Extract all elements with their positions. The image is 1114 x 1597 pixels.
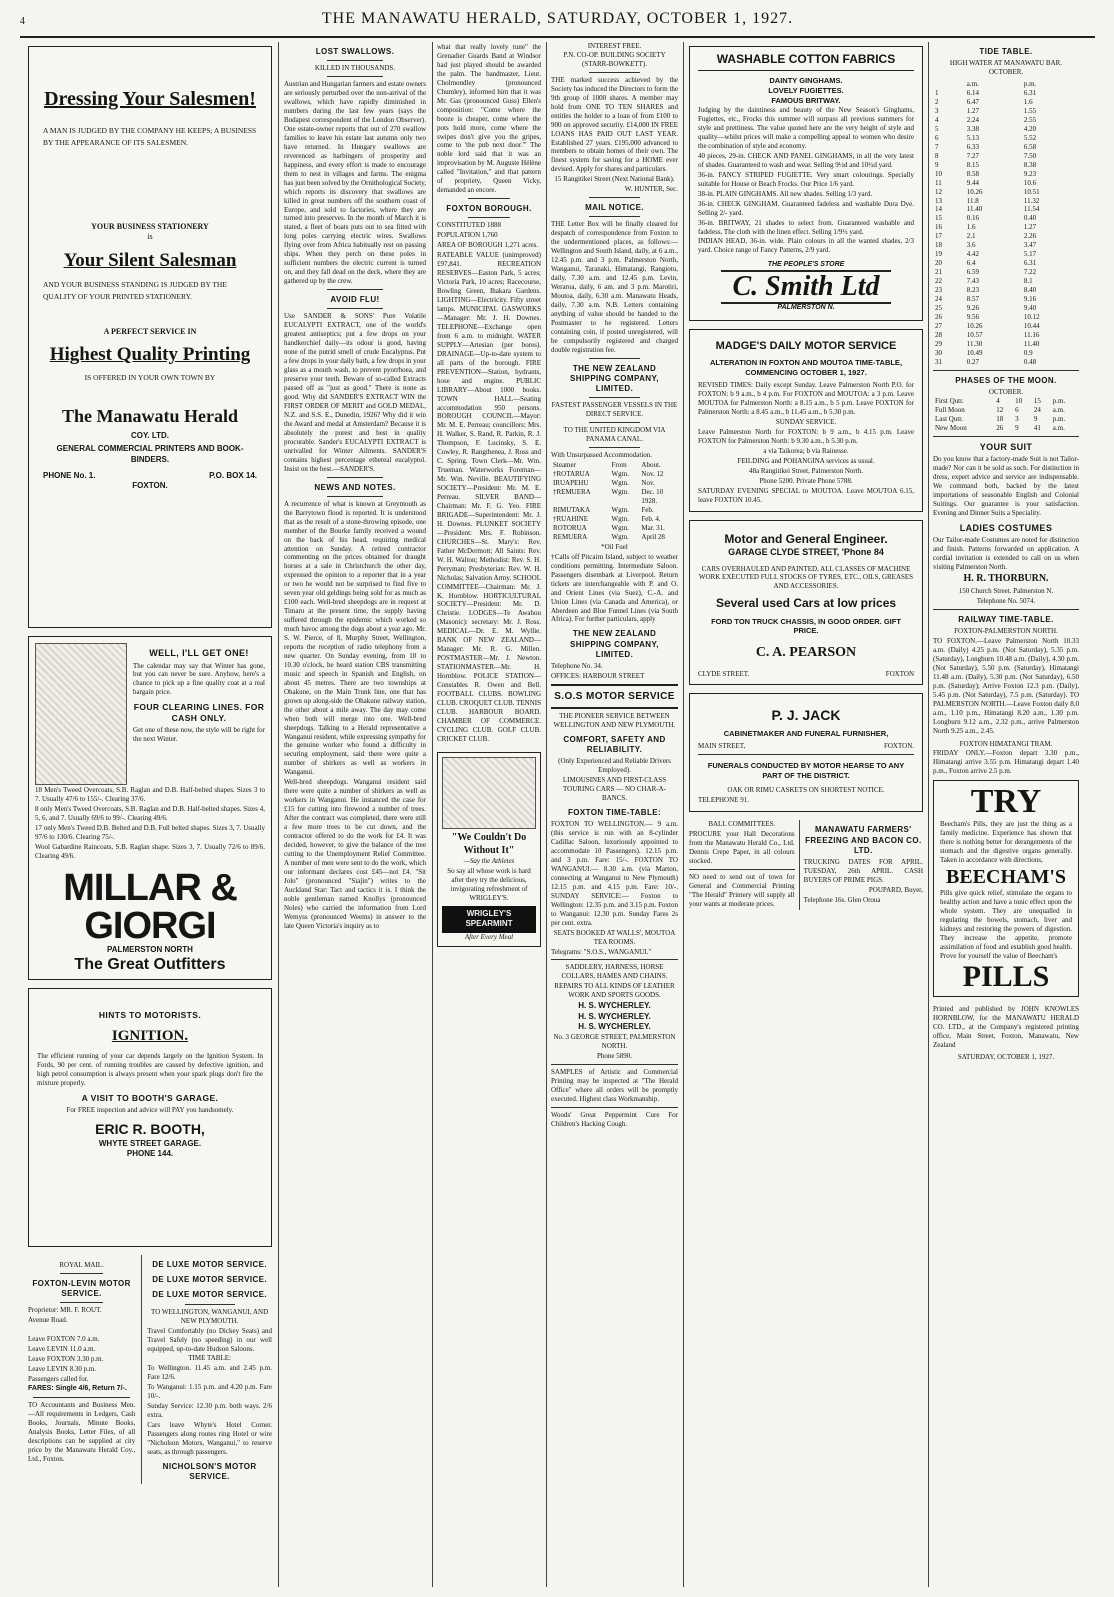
- suit-title: YOUR SUIT: [979, 441, 1033, 452]
- newspaper-title: THE MANAWATU HERALD, SATURDAY, OCTOBER 1, 1927.: [321, 10, 794, 27]
- dainty-ginghams: DAINTY GINGHAMS.: [769, 76, 843, 86]
- madge-motor-ad: [689, 329, 923, 512]
- motor-garage: GARAGE CLYDE STREET, 'Phone 84: [728, 547, 884, 558]
- column-4: [689, 42, 923, 1587]
- wycherley-address: No. 3 GEORGE STREET, PALMERSTON NORTH.: [553, 1033, 676, 1050]
- news-continued: Well-bred sheepdogs. Wanganui resident said there were quite a number of shirkers as well as workers in Wanganui. He instanced the case for £15 for cutting into firewood a number of trees. After the contract was completed, there were still a few more trees to be cut down, and the contractor offered to do the work for £4. It was decided, however, to give the balance of the tree cutting to the Unemployment Relief Committee. A number of men were sent to do the work, which our informant declares cost £45—not £4. "Sit Jolo" (pronounced "Siajin") writes to the Auckland Star: Tact and tactics it is. I think the noble gentleman named Knollys (pronounced Noles) who carried the information from Lord Wemyss (pronounced Weems) in answer to the late Queen Victoria's inquiry as to: [284, 778, 426, 930]
- moon-title: PHASES OF THE MOON.: [955, 375, 1057, 385]
- coat-item: 17 only Men's Tweed D.B. Belted and D.B. Full belted shapes. Sizes 3, 7. Usually 97/6 to 130/6. Clearing 75/-.: [35, 823, 265, 841]
- jack-sub: CABINETMAKER AND FUNERAL FURNISHER,: [723, 728, 889, 738]
- salesmen-title: Dressing Your Salesmen!: [44, 88, 256, 110]
- moon-table: [933, 397, 1079, 433]
- tide-row: 31 0.27 0.48: [935, 357, 1037, 366]
- booth-garage: WHYTE STREET GARAGE.: [98, 1138, 202, 1148]
- ford-truck: FORD TON TRUCK CHASSIS, IN GOOD ORDER. GIFT PRICE.: [711, 616, 901, 636]
- oil-fuel: *Oil Fuel: [601, 542, 628, 551]
- ball-title: BALL COMMITTEES.: [708, 820, 776, 829]
- borough-constituted: CONSTITUTED 1888: [437, 221, 501, 230]
- table-row: †ROTARUA Wgtn. Nov. 12: [553, 470, 664, 479]
- table-row: REMUERA Wgtn. April 28: [553, 532, 665, 541]
- pearson-town: FOXTON: [885, 669, 914, 678]
- ball-body: PROCURE your Hall Decorations from the Manawatu Herald Co., Ltd. Dennis Crepe Paper, in all colours stocked.: [689, 830, 795, 866]
- madge-address: 48a Rangitikei Street, Palmerston North.: [749, 466, 863, 475]
- beecham-logo: BEECHAM'S: [945, 866, 1067, 889]
- wycherley-head: SADDLERY, HARNESS, HORSE COLLARS, HAMES AND CHAINS.: [561, 963, 668, 981]
- accountants-notice: TO Accountants and Business Men. —All requirements in Ledgers, Cash Books, Journals, Minute Books, Analysis Books, Letter Files, of all descriptions can be supplied at city price by the Manawatu Herald Coy., Ltd., Foxton.: [28, 1401, 136, 1463]
- beecham-body: Beecham's Pills, they are just the thing as a family medicine. Experience has shown that there is nothing better for derangements of the stomach and the digestive organs generally. Taken in accordance with directions,: [940, 820, 1072, 865]
- news-title: NEWS AND NOTES.: [314, 482, 396, 492]
- wycherley-phone: Phone 5890.: [597, 1051, 632, 1060]
- stationery-line: YOUR BUSINESS STATIONERY: [91, 222, 209, 232]
- tide-row: 26 9.56 10.12: [935, 312, 1040, 321]
- tide-row: 1 6.14 6.31: [935, 89, 1037, 98]
- thorburn-address: 150 Church Street. Palmerston N.: [958, 586, 1054, 595]
- fabric-item: 38-in. PLAIN GINGHAMS. All new shades. Selling 1/3 yard.: [698, 189, 873, 198]
- tide-row: 6 5.13 5.52: [935, 133, 1037, 142]
- thorburn-telephone: Telephone No. 5074.: [976, 596, 1036, 605]
- deluxe-cars-leave: Cars leave Whyte's Hotel Corner. Passengers along routes ring Hotel or wire "Nicholson Motors, Wanganui," to reserve seats, as through passengers.: [147, 1421, 272, 1456]
- wycherley-name: H. S. WYCHERLEY.: [578, 1021, 651, 1031]
- moon-row: Full Moon 12 6 24 a.m.: [935, 405, 1065, 414]
- pnco-head: INTEREST FREE.: [587, 42, 642, 50]
- woods-cure: Woods' Great Peppermint Cure For Children's Hacking Cough.: [551, 1110, 678, 1128]
- tide-row: 27 10.26 10.44: [935, 321, 1040, 330]
- borough-body: RATEABLE VALUE (unimproved) £97,841. RECREATION RESERVES—Easton Park, 5 acres; Victoria Park, 10 acres; Racecourse, Bowling Green, Ihakara Gardens. LIGHTING—Electricity. Fifty street lamps. MUNICIPAL GASWORKS—Manager: Mr. J. H. Downes. TELEPHONE—Exchange open from 6 a.m. to midnight. WATER SUPPLY—Artesian (per bores). DRAINAGE—Up-to-date system to all parts of the borough. FIRE PREVENTION—Station, hydrants, hose and engine. PUBLIC LIBRARY—About 1000 books. TOWN HALL—Seating accommodation 950 persons. BOROUGH COUNCIL—Mayor: Mr. M. E. Perreau; councillors: Mrs. H. Walker, S. Rand, R. Parkin, R. J. Thompson, F. Lucinsky, S. E. Cowley, R. Rangihenea, J. Ross and C. Spring. Town Clerk—Mr. Wm. Trueman. Waterworks Foreman—Mr. Wm. Neville. BEAUTIFYING SOCIETY—President: Mr. M. E. Perreau. SILVER BAND—Chairman: Mr. F. G. Yeo. FIRE BRIGADE—Superintendent: Mr. J. H. Downes. PLUNKET SOCIETY—President: Mrs. F. Robinson. CHURCHES—St. Mary's: Rev. Father McDermott; All Saints: Rev. W. H. Walton; Methodist: Rev. S. H. Perryman; Presbyterian: Rev. W. H. Nicholas; Salvation Army. SCHOOL COMMITTEE—Chairman: Mr. J. K. Hornblow. HORTICULTURAL SOCIETY—President: Mr. D. Christie. LODGES—Te Awahou (Masonic): secretary: Mr. J. Ross. MEDICAL—Dr. E. M. Wyllie. BANK OF NEW ZEALAND—Manager: Mr. R. G. Millen. POSTMASTER—Mr. J. Newton. STATIONMASTER—Mr. H. Hornblow. POLICE STATION—Constables R. Owen and Bell. FOOTBALL CLUBS. BOWLING CLUB. CROQUET CLUB. TENNIS CLUB. HARBOUR BOARD. CHAMBER OF COMMERCE. CYCLING CLUB. GOLF CLUB. CRICKET CLUB.: [437, 251, 541, 743]
- fabric-item: INDIAN HEAD, 36-in. wide. Plain colours in all the wanted shades, 2/3 yard. Choice range of Fancy Patterns, 2/9 yard.: [698, 237, 914, 255]
- ships-table: [551, 461, 678, 542]
- herald-pobox: P.O. BOX 14.: [209, 470, 257, 480]
- column-3: [551, 42, 678, 1587]
- nz-shipping-notes: †Calls off Pitcairn Island, subject to weather conditions permitting. Intermediate Saloon. Passengers disembark at Liverpool. Return tickets are interchangeable with P. and O. and Orient Lines (via Suez), C.-A. and Union Lines (via Canada and America), or Aberdeen and Blue Funnel Lines (via South Africa). For further particulars, apply: [551, 552, 678, 624]
- tram-body: FRIDAY ONLY.—Foxton depart 3.30 p.m., Himatangi arrive 3.55 p.m. Himatangi depart 1.40 p.m., Foxton arrive 2.5 p.m.: [933, 749, 1079, 776]
- tide-row: 13 11.8 11.32: [935, 196, 1040, 205]
- athletes-illustration: [442, 757, 536, 829]
- sos-comfort: COMFORT, SAFETY AND RELIABILITY.: [563, 734, 666, 754]
- deluxe-time: To Wellington. 11.45 a.m. and 2.45 p.m. Fare 12/6.: [147, 1364, 272, 1382]
- moon-row: First Qutr. 4 10 15 p.m.: [935, 396, 1066, 405]
- motor-body: CARS OVERHAULED AND PAINTED, ALL CLASSES OF MACHINE WORK EXECUTED FULL STOCKS OF TYRES, ETC., OILS, GREASES AND ACCESSORIES.: [698, 564, 914, 591]
- tide-row: 21 6.59 7.22: [935, 268, 1037, 277]
- silent-salesman-title: Your Silent Salesman: [63, 249, 237, 271]
- beecham-ad: [933, 780, 1079, 996]
- pnco-address: 15 Rangitikei Street (Next National Bank).: [554, 175, 675, 184]
- swallows-body: Austrian and Hungarian farmers and estate owners are seriously perturbed over the non-arrival of the swallows, which have rapidly diminished in numbers during the last few years (says the Budapest correspondent of the London Observer). One estate-owner reports that out of 270 swallow families to leave his estate last autumn only two have returned. In Hungary swallows are reverenced as harbingers of prosperity and happiness, and every effort is made to encourage them to nest in villages and farms. The enigma has just been solved by the Ornithological Society, which reports its discovery that swallows are killed in great numbers off the southern coast of Europe, and sold to factories, where they are turned into preserves. In the month of March it is stated, a fleet of boats puts out to sea fitted with long poles carrying electric wires. Swallows flying over from Africa habitually rest on passing ships. When they perch on these poles in sufficient numbers the electric current is turned on, and they fall dead on the deck, where they are gathered up by the crew.: [284, 80, 426, 286]
- railway-body: TO FOXTON.—Leave Palmerston North 10.33 a.m. (Daily) 4.25 p.m. (Not Saturday), 5.35 p.m. (Saturday), Longburn 10.48 a.m. (Daily), 4.30 p.m. (Not Saturday), 5.50 p.m. (Saturday), Himatangi 11.48 a.m. (Daily), 5.30 p.m. (Not Saturday), 6.50 p.m. (Saturday); Arrive Foxton 12.3 p.m. (Daily), 5.45 p.m. (Not Saturday), 7.5 p.m. (Saturday). TO PALMERSTON NORTH.—Leave Foxton daily 8.0 a.m., 1.10 p.m., Himatangi 8.20 a.m., 1.30 p.m. Longburn 9.12 a.m., 2.32 p.m., arrive Palmerston North 9.25 a.m., 2.45.: [933, 637, 1079, 735]
- visit-booth: A VISIT TO BOOTH'S GARAGE.: [81, 1092, 219, 1103]
- nz-shipping-office: OFFICES: HARBOUR STREET: [551, 672, 645, 681]
- pnco-body: THE marked success achieved by the Society has induced the Directors to form the 9th group of 1000 shares. A member may hold from ONE TO TEN SHARES and entitles the holder to a loan of from £100 to 900 on approved security. £14,000 IN FREE LOANS HAS PAID OUT LAST YEAR. Established 27 years. £195,000 advanced to members to obtain homes of their own. The finest system for saving for a HOME ever devised. Apply for shares and particulars.: [551, 75, 678, 174]
- man-reading-illustration: [35, 643, 127, 785]
- fabric-item: 36-in. FANCY STRIPED FUGIETTE. Very smart colourings. Specially suitable for House or Beach Frocks. Our Price 1/6 yard.: [698, 170, 914, 188]
- borough-area: AREA OF BOROUGH 1,271 acres.: [437, 241, 539, 250]
- beecham-try: TRY: [970, 783, 1042, 821]
- ladies-title: LADIES COSTUMES: [959, 522, 1053, 533]
- beecham-body-2: Pills give quick relief, stimulate the organs to healthy action and have a tonic effect upon the whole system. They are unequalled in regulating the bowels, stomach, liver and kidneys and restoring the powers of digestion. They increase the appetite, promote assimilation of food and establish good health. Prove for yourself the value of Beecham's: [940, 889, 1072, 960]
- avoid-flu-title: AVOID FLU!: [330, 295, 380, 305]
- tide-row: 14 11.40 11.54: [935, 205, 1040, 214]
- washable-body: Judging by the daintiness and beauty of the New Season's Ginghams, Fugiettes, etc., Frocks this summer will surpass all previous summers for style and prettiness. The value quoted here are the very height of style and quality—whilst prices will make a compelling appeal to women who desire the combination of style and economy.: [698, 106, 914, 150]
- column-2: [284, 42, 426, 1587]
- column-rule: [278, 42, 279, 1587]
- jack-ad: [689, 693, 923, 813]
- tide-row: 20 6.4 6.31: [935, 259, 1037, 268]
- tide-row: 22 7.43 8.1: [935, 277, 1033, 286]
- tram-title: FOXTON HIMATANGI TRAM.: [959, 739, 1053, 748]
- wycherley-name: H. S. WYCHERLEY.: [578, 1011, 651, 1021]
- jack-name: P. J. JACK: [771, 706, 841, 723]
- tide-title: TIDE TABLE.: [979, 47, 1033, 56]
- silent-salesman-body: AND YOUR BUSINESS STANDING IS JUDGED BY THE QUALITY OF YOUR PRINTED STATIONERY.: [43, 279, 227, 301]
- deluxe-title: DE LUXE MOTOR SERVICE.: [152, 1275, 267, 1285]
- peoples-store: THE PEOPLE'S STORE: [767, 261, 845, 269]
- booth-garage-ad: [28, 988, 272, 1247]
- table-row: Steamer From About.: [553, 461, 661, 470]
- moon-row: New Moon 26 9 41 a.m.: [935, 423, 1065, 432]
- herald-coy: COY. LTD.: [130, 431, 170, 441]
- perfect-service: A PERFECT SERVICE IN: [103, 326, 197, 336]
- column-rule: [683, 42, 684, 1587]
- news-body: A recurrence of what is known at Greymouth as the Barrytown flood is reported. It is understood that as the result of a stone-throwing episode, one member of the Bourke family received a wound on the back of his head, requiring medical attention on Sunday. A retired contractor commenting on the prices obtained for draught horses at a sale in Christchurch the other day, expressed the opinion to a reporter that in a year or two he would not be surprised to find five to seven year old geldings being sold for as much as £100 each. Well-bred sheepdogs are in request at Timaru at the present time, the supply having suffered through the epidemic which worked so much havoc among the dogs about a year ago. Mr. S. W. Pierce, of 8, Murphy Street, Wellington, reports the reception of radio telephony from a new quarter. On Sunday evening, from 10 to 10.30 o'clock, he heard station CBS transmitting music and speech in Spanish and English, on about 45 metres. There are two townships at Ohakune, on the Main Trunk line, one that has grown up along-side the Ohakune railway station, the other about a mile away. The day may come when both will merge into one. Well-bred sheepdogs. Talking to a Herald representative a Wanganui resident, while expressing sympathy for the genuine worker who found a difficulty in securing employment, said there were quite a number of shirkers as well as workers in Wanganui.: [284, 499, 426, 777]
- borough-population: POPULATION 1,760: [437, 231, 498, 240]
- clearing-lines: FOUR CLEARING LINES. FOR CASH ONLY.: [133, 702, 265, 724]
- famous-britway: FAMOUS BRITWAY.: [771, 95, 841, 105]
- sos-body: FOXTON TO WELLINGTON.— 9 a.m. (this service is run with an 8-cylinder Cadillac Saloon, luxuriously appointed to accommodate 10 Passengers). 12.15 p.m. and 3 p.m. Fare: 15/-. FOXTON TO WANGANUI.— 8.30 a.m. (via Marton, connecting at Wanganui to New Plymouth) 12.15 p.m. and 4.15 p.m. Fare: 10/-. SUNDAY SERVICE:— Foxton to Wellington: 12.35 p.m. and 3.15 p.m. Foxton to Wanganui: 12.30 p.m. Sunday Fares 2s per cent. extra.: [551, 820, 678, 927]
- couldnt-do-without: "We Couldn't Do Without It": [451, 831, 527, 856]
- smith-place: PALMERSTON N.: [777, 303, 835, 311]
- passengers-called: Passengers called for.: [28, 1375, 89, 1384]
- levin-time: Leave FOXTON 7.0 a.m.: [28, 1335, 100, 1344]
- sos-title: S.O.S MOTOR SERVICE: [554, 691, 675, 703]
- tide-row: 5 3.38 4.20: [935, 124, 1037, 133]
- pearson-name: C. A. PEARSON: [755, 644, 857, 660]
- tide-row: 19 4.42 5.17: [935, 250, 1037, 259]
- wrigley-pack: WRIGLEY'S SPEARMINT: [442, 906, 536, 932]
- railway-title: RAILWAY TIME-TABLE.: [958, 614, 1054, 624]
- tide-row: 28 10.57 11.16: [935, 330, 1040, 339]
- railway-sub: FOXTON-PALMERSTON NORTH.: [954, 627, 1058, 636]
- booth-phone: PHONE 144.: [126, 1148, 174, 1158]
- jack-telephone: TELEPHONE 91.: [698, 796, 749, 805]
- tide-row: 25 9.26 9.40: [935, 303, 1037, 312]
- tide-row: 23 8.23 8.40: [935, 286, 1037, 295]
- tide-row: 17 2.1 2.26: [935, 232, 1037, 241]
- column-borough: [437, 42, 541, 1587]
- table-row: †RUAHINE Wgtn. Feb. 4.: [553, 514, 661, 523]
- millar-place: PALMERSTON NORTH: [107, 944, 193, 954]
- tide-row: 18 3.6 3.47: [935, 241, 1037, 250]
- table-row: 1928.: [641, 497, 658, 506]
- column-rule: [432, 42, 433, 1587]
- printing-title: Highest Quality Printing: [49, 344, 251, 366]
- madge-title: MADGE'S DAILY MOTOR SERVICE: [715, 339, 897, 352]
- stationery-is: is: [147, 232, 153, 242]
- madge-phone: Phone 5200. Private Phone 5788.: [759, 476, 853, 485]
- levin-time: Leave LEVIN 11.0 a.m.: [28, 1345, 96, 1354]
- suit-body: Do you know that a factory-made Suit is not Tailor-made? Nor can it be sold as such. For distinction in dress, expert advice and service are indispensable. We command both, backed by the latest importations of seasonable English and Colonial Suitings. Our guarantee is your satisfaction. Evening and Dinner Suits a Speciality.: [933, 455, 1079, 517]
- swallows-subtitle: KILLED IN THOUSANDS.: [314, 64, 396, 73]
- wycherley-name: H. S. WYCHERLEY.: [578, 1001, 651, 1011]
- freezing-title: MANAWATU FARMERS' FREEZING AND BACON CO. LTD.: [805, 825, 922, 855]
- deluxe-timetable: TIME TABLE:: [188, 1354, 231, 1363]
- to-wellington: TO WELLINGTON, WANGANUI, AND NEW PLYMOUTH.: [151, 1307, 269, 1325]
- table-row: IRUAPEHU Wgtn. Nov.: [553, 479, 655, 488]
- imprint: Printed and published by JOHN KNOWLES HORNBLOW, for the MANAWATU HERALD CO. LTD., at the Company's registered printing office, Main Street, Foxton, Manawatu, New Zealand: [933, 1004, 1079, 1049]
- column-rule: [546, 42, 547, 1587]
- deluxe-time: To Wanganui: 1.15 p.m. and 4.20 p.m. Fare 10/-.: [147, 1383, 272, 1401]
- moon-row: Last Qutr. 18 3 9 p.m.: [935, 414, 1066, 423]
- after-every-meal: After Every Meal: [464, 932, 514, 941]
- smith-washable-ad: [689, 46, 923, 321]
- used-cars: Several used Cars at low prices: [715, 596, 897, 611]
- hints-title: HINTS TO MOTORISTS.: [98, 1010, 202, 1020]
- foxton-levin-ad: [28, 1255, 135, 1484]
- nicholson-title: NICHOLSON'S MOTOR SERVICE.: [162, 1461, 257, 1482]
- madge-sunday: SUNDAY SERVICE.: [775, 418, 837, 427]
- column-1: [28, 42, 272, 1587]
- avenue-road: Avenue Road.: [28, 1316, 68, 1325]
- column-rule: [928, 42, 929, 1587]
- coat-item: 8 only Men's Tweed Overcoats, S.B. Raglan and D.B. Half-belted shapes. Sizes 4, 5, 6, and 7. Usually 69/6 to 99/-. Clearing 49/6.: [35, 804, 265, 822]
- levin-time: Leave FOXTON 3.30 p.m.: [28, 1355, 104, 1364]
- coat-item: 18 Men's Tweed Overcoats, S.B. Raglan and D.B. Half-belted shapes. Sizes 3 to 7. Usually 47/6 to 155/-. Clearing 37/6.: [35, 786, 265, 803]
- thorburn-name: H. R. THORBURN.: [963, 573, 1049, 585]
- mail-notice-body: THE Letter Box will be finally cleared for despatch of correspondence from Foxton to the undermentioned places, as follows:— Wellington and South Island, daily, at 6 a.m., 12.45 p.m. and 3 p.m. Palmerston North, Wanganui, Taranaki, Himatangi, Rangiotu, daily, 7.30 a.m. and 12.45 p.m. Levin, Weraroa, daily, 6 am. and 3 p.m. Marotiri, Moutoa, daily, 6.30 a.m. Manawatu Heads, daily, 7.30 a.m. N.B. Letters containing anything of value should be handed to the Postmaster to be registered. Letters containing coin, if posted unregistered, will be compulsorily registered and charged double registration fee.: [551, 220, 678, 354]
- booth-name: ERIC R. BOOTH,: [95, 1120, 205, 1137]
- freezing-body: TRUCKING DATES FOR APRIL. TUESDAY, 26th APRIL. CASH BUYERS OF PRIME PIGS.: [803, 858, 923, 884]
- motor-engineer-title: Motor and General Engineer.: [724, 531, 888, 546]
- deluxe-sunday: Sunday Service: 12.30 p.m. both ways. 2/6 extra.: [147, 1402, 272, 1420]
- footer-date: SATURDAY, OCTOBER 1, 1927.: [957, 1052, 1055, 1061]
- nz-shipping-to: TO THE UNITED KINGDOM VIA PANAMA CANAL.: [563, 426, 666, 444]
- sos-timetable: FOXTON TIME-TABLE:: [567, 807, 662, 817]
- madge-via: a via Taikorea; b via Rainesse.: [763, 446, 849, 455]
- nz-shipping-with: With Unsurpassed Accommodation.: [551, 451, 653, 460]
- tide-row: 2 6.47 1.6: [935, 98, 1033, 107]
- tide-row: 11 9.44 10.6: [935, 178, 1037, 187]
- wycherley-repairs: REPAIRS TO ALL KINDS OF LEATHER WORK AND SPORTS GOODS.: [554, 982, 675, 1000]
- washable-title: WASHABLE COTTON FABRICS: [698, 52, 914, 71]
- fabric-item: 40 pieces, 29-in. CHECK AND PANEL GINGHAMS, in all the very latest of shades. Guaranteed to wash and wear. Selling 9½d and 10½d yard.: [698, 151, 914, 169]
- say-athletes: —Say the Athletes: [463, 857, 515, 866]
- avoid-flu-body: Use SANDER & SONS' Pure Volatile EUCALYPTI EXTRACT, one of the world's greatest antiseptics; put a few drops on your handkerchief daily—its odour is good, having none of the putrid smell of crude Eucalyptus. Put a few drops in your daily bath, a few drops in your glass as a mouth wash, to prevent pyorrhoea, and preserve your teeth. Beware of so-called Extracts passed off as "just as good." There is none as good. Why did SANDER'S EXTRACT WIN the FIRST ORDER OF MERIT and GOLD MEDAL, N.Z. and S.S. E., Dunedin, 1926? Why did it win the Award and medal at Amsterdam? Because it is absolutely the purest and best in quality procurable. Sander's EUCALYPTI EXTRACT is unrivalled for Winter Ailments. SANDER'S contains highest percentage ethereal eucalyptol. Insist on the best.—SANDER'S.: [284, 312, 426, 473]
- travel-comfort: Travel Comfortably (no Dickey Seats) and Travel Safely (no speeding) in our well equipped, up-to-date Hudson Saloons.: [147, 1326, 272, 1353]
- swallows-title: LOST SWALLOWS.: [315, 47, 395, 56]
- jack-funerals: FUNERALS CONDUCTED BY MOTOR HEARSE TO ANY PART OF THE DISTRICT.: [707, 761, 905, 780]
- foxton-levin-title: FOXTON-LEVIN MOTOR SERVICE.: [32, 1278, 131, 1299]
- millar-tagline: The Great Outfitters: [74, 955, 226, 973]
- tide-row: 9 8.15 8.38: [935, 160, 1037, 169]
- coat-item: Wool Gabardine Raincoats, S.B. Raglan shape. Sizes 3, 7. Usually 72/6 to 89/6. Clearing 49/6.: [35, 842, 265, 860]
- tide-row: 3 1.27 1.55: [935, 107, 1037, 115]
- tide-row: 15 0.16 0.40: [935, 214, 1037, 223]
- tide-row: 10 8.58 9.23: [935, 169, 1037, 178]
- tide-row: 24 8.57 9.16: [935, 295, 1037, 304]
- borough-title: FOXTON BOROUGH.: [446, 204, 532, 214]
- offered-line: IS OFFERED IN YOUR OWN TOWN BY: [84, 373, 216, 383]
- pearson-ad: [689, 520, 923, 685]
- herald-phone: PHONE No. 1.: [43, 470, 96, 480]
- rhymes-story: what that really lovely tune" the Grenadier Guards Band at Windsor had just played should be awarded the palm. The bandmaster, Lieut. Cholmondley (pronounced Chumley), informed him that it was Mr. Gas (pronounced Guss) Ellen's composition: "Come where the booze is cheaper, come where the pots hold more, come where the swipes don't give you the gripes, come to 'the pub next door.'" The noble lord said that it was an improvisation by M. Auguste Hélène called "Invitation," and that pattern of propriety, Queen Vicky, demanded an encore.: [437, 43, 541, 195]
- lovely-fugiettes: LOVELY FUGIETTES.: [768, 85, 844, 95]
- get-one-title: WELL, I'LL GET ONE!: [149, 648, 249, 658]
- deluxe-title: DE LUXE MOTOR SERVICE.: [152, 1290, 267, 1300]
- ignition-title: IGNITION.: [111, 1027, 189, 1044]
- wrigley-ad: [437, 752, 541, 947]
- free-inspection: For FREE inspection and advice will PAY you handsomely.: [66, 1105, 234, 1114]
- masthead: [20, 10, 1095, 38]
- herald-printing-ad: [28, 46, 272, 628]
- tide-row: 12 10.26 10.51: [935, 187, 1040, 196]
- samples-notice: SAMPLES of Artistic and Commercial Printing may be inspected at "The Herald Office" where all orders will be promptly executed. Highest class Workmanship.: [551, 1067, 678, 1103]
- pearson-street: CLYDE STREET.: [698, 669, 750, 678]
- millar-giorgi-ad: [28, 636, 272, 980]
- royal-mail: ROYAL MAIL.: [59, 1261, 104, 1269]
- beecham-pills: PILLS: [962, 959, 1050, 993]
- tide-row: 8 7.27 7.50: [935, 151, 1037, 160]
- sos-limousines: LIMOUSINES AND FIRST-CLASS TOURING CARS — NO CHAR-A-BANCS.: [562, 776, 667, 802]
- table-header-row: a.m. p.m.: [966, 80, 1037, 89]
- madge-alteration: ALTERATION IN FOXTON AND MOUTOA TIME-TABLE, COMMENCING OCTOBER 1, 1927.: [709, 358, 903, 377]
- sos-sub: THE PIONEER SERVICE BETWEEN WELLINGTON AND NEW PLYMOUTH.: [553, 711, 676, 729]
- madge-saturday: SATURDAY EVENING SPECIAL to MOUTOA. Leave MOUTOA 6.15, leave FOXTON 10.45.: [698, 486, 914, 504]
- ignition-body: The efficient running of your car depends largely on the Ignition System. In Fords, 90 per cent. of running troubles are caused by defective ignition, and high petrol consumption is always present when your spark plugs don't fire the mixture properly.: [37, 1052, 263, 1087]
- madge-body: REVISED TIMES: Daily except Sunday. Leave Palmerston North P.O. for FOXTON: b 9 a.m., b 4 p.m. For FOXTON and MOUTOA: a 3 p.m. Leave MOUTOA for Palmerston North: a 8.15 a.m., b 5 p.m. Leave FOXTON for Palmerston North: a 8.45 a.m., b 11.45 a.m., b 5.30 p.m.: [698, 381, 914, 417]
- get-one-body: The calendar may say that Winter has gone, but you can never be sure. Anyhow, here's a chance to pick up a fine quality coat at a real bargain price.: [133, 661, 265, 697]
- sos-seats: SEATS BOOKED AT WALLS', MOUTOA TEA ROOMS.: [553, 928, 676, 946]
- page-number: 4: [20, 16, 26, 27]
- fabric-item: 36-in. BRITWAY, 21 shades to select from. Guaranteed washable and fadeless. The cloth with the linen effect. Selling 1/9½ yard.: [698, 218, 914, 236]
- poupard-buyer: POUPARD, Buyer,: [868, 885, 923, 894]
- madge-sunday-body: Leave Palmerston North for FOXTON: b 9 a.m., b 4.15 p.m. Leave FOXTON for Palmerston North: b 9.30 a.m., b 5.30 p.m.: [698, 428, 914, 445]
- tide-row: 16 1.6 1.27: [935, 223, 1037, 232]
- tide-month: OCTOBER.: [988, 68, 1024, 77]
- tide-sub: HIGH WATER AT MANAWATU BAR.: [949, 59, 1063, 68]
- jack-town: FOXTON.: [883, 742, 914, 751]
- table-row: RIMUTAKA Wgtn. Feb.: [553, 506, 654, 515]
- no-need-notice: NO need to send out of town for General and Commercial Printing "The Herald" Printery will supply all your wants at moderate prices.: [689, 873, 795, 908]
- tide-row: 29 11.30 11.40: [935, 339, 1040, 348]
- table-row: †REMUERA Wgtn. Dec. 10: [553, 488, 664, 497]
- deluxe-motor-ad: [141, 1255, 272, 1484]
- herald-printers: GENERAL COMMERCIAL PRINTERS AND BOOK-BINDERS.: [56, 444, 244, 464]
- nz-shipping-title: THE NEW ZEALAND SHIPPING COMPANY, LIMITED.: [570, 363, 659, 394]
- pnco-title: P.N. CO-OP. BUILDING SOCIETY (STARR-BOWKETT).: [563, 50, 666, 68]
- telephone-glen-oroua: Telephone 16s. Glen Oroua: [803, 895, 881, 904]
- fabric-item: 36-in. CHECK GINGHAM. Guaranteed fadeless and washable Dura Dye. Selling 2/- yard.: [698, 199, 914, 217]
- ladies-body: Our Tailor-made Costumes are noted for distinction and finish. Patterns forwarded on application. A cordial invitation is extended to call on us when visiting Palmerston North.: [933, 536, 1079, 572]
- mail-notice-title: MAIL NOTICE.: [585, 203, 644, 213]
- sos-telegrams: Telegrams: "S.O.S., WANGANUI.": [551, 947, 652, 956]
- millar-giorgi-logo: MILLAR & GIORGI: [63, 866, 237, 947]
- tide-table: [933, 80, 1079, 367]
- tide-row: 30 10.49 0.9: [935, 348, 1033, 357]
- herald-name: The Manawatu Herald: [61, 406, 238, 427]
- moon-month: OCTOBER.: [988, 387, 1024, 396]
- herald-town: FOXTON.: [132, 480, 168, 490]
- levin-time: Leave LEVIN 8.30 p.m.: [28, 1365, 97, 1374]
- pnco-secretary: W. HUNTER, Sec.: [624, 185, 678, 194]
- table-row: ROTORUA Wgtn. Mar. 31.: [553, 523, 665, 532]
- nz-shipping-title-2: THE NEW ZEALAND SHIPPING COMPANY, LIMITED.: [570, 629, 659, 659]
- wrigley-text: So say all whose work is hard after they try the delicious, invigorating refreshment of WRIGLEY'S.: [447, 867, 531, 903]
- madge-fielding: FEILDING and POHANGINA services as usual.: [737, 456, 875, 465]
- jack-street: MAIN STREET,: [698, 742, 746, 751]
- tide-row: 4 2.24 2.55: [935, 115, 1037, 124]
- jack-caskets: OAK OR RIMU CASKETS ON SHORTEST NOTICE.: [727, 786, 885, 795]
- smith-logo: C. Smith Ltd: [721, 270, 891, 303]
- get-one-after: Get one of these now, the style will be right for the next Winter.: [133, 726, 265, 744]
- sos-drivers: (Only Experienced and Reliable Drivers Employed).: [558, 757, 671, 775]
- levin-fares: FARES: Single 4/6, Return 7/-.: [28, 1385, 127, 1393]
- deluxe-title: DE LUXE MOTOR SERVICE.: [152, 1260, 267, 1269]
- salesmen-body: A MAN IS JUDGED BY THE COMPANY HE KEEPS; A BUSINESS BY THE APPEARANCE OF ITS SALESMEN.: [43, 125, 257, 148]
- proprietor: Proprietor: MR. F. ROUT.: [28, 1306, 102, 1315]
- nz-shipping-sub: FASTEST PASSENGER VESSELS IN THE DIRECT SERVICE.: [551, 401, 678, 419]
- nz-shipping-tel: Telephone No. 34.: [551, 662, 603, 671]
- column-5: [933, 42, 1079, 1587]
- tide-row: 7 6.33 6.58: [935, 142, 1037, 151]
